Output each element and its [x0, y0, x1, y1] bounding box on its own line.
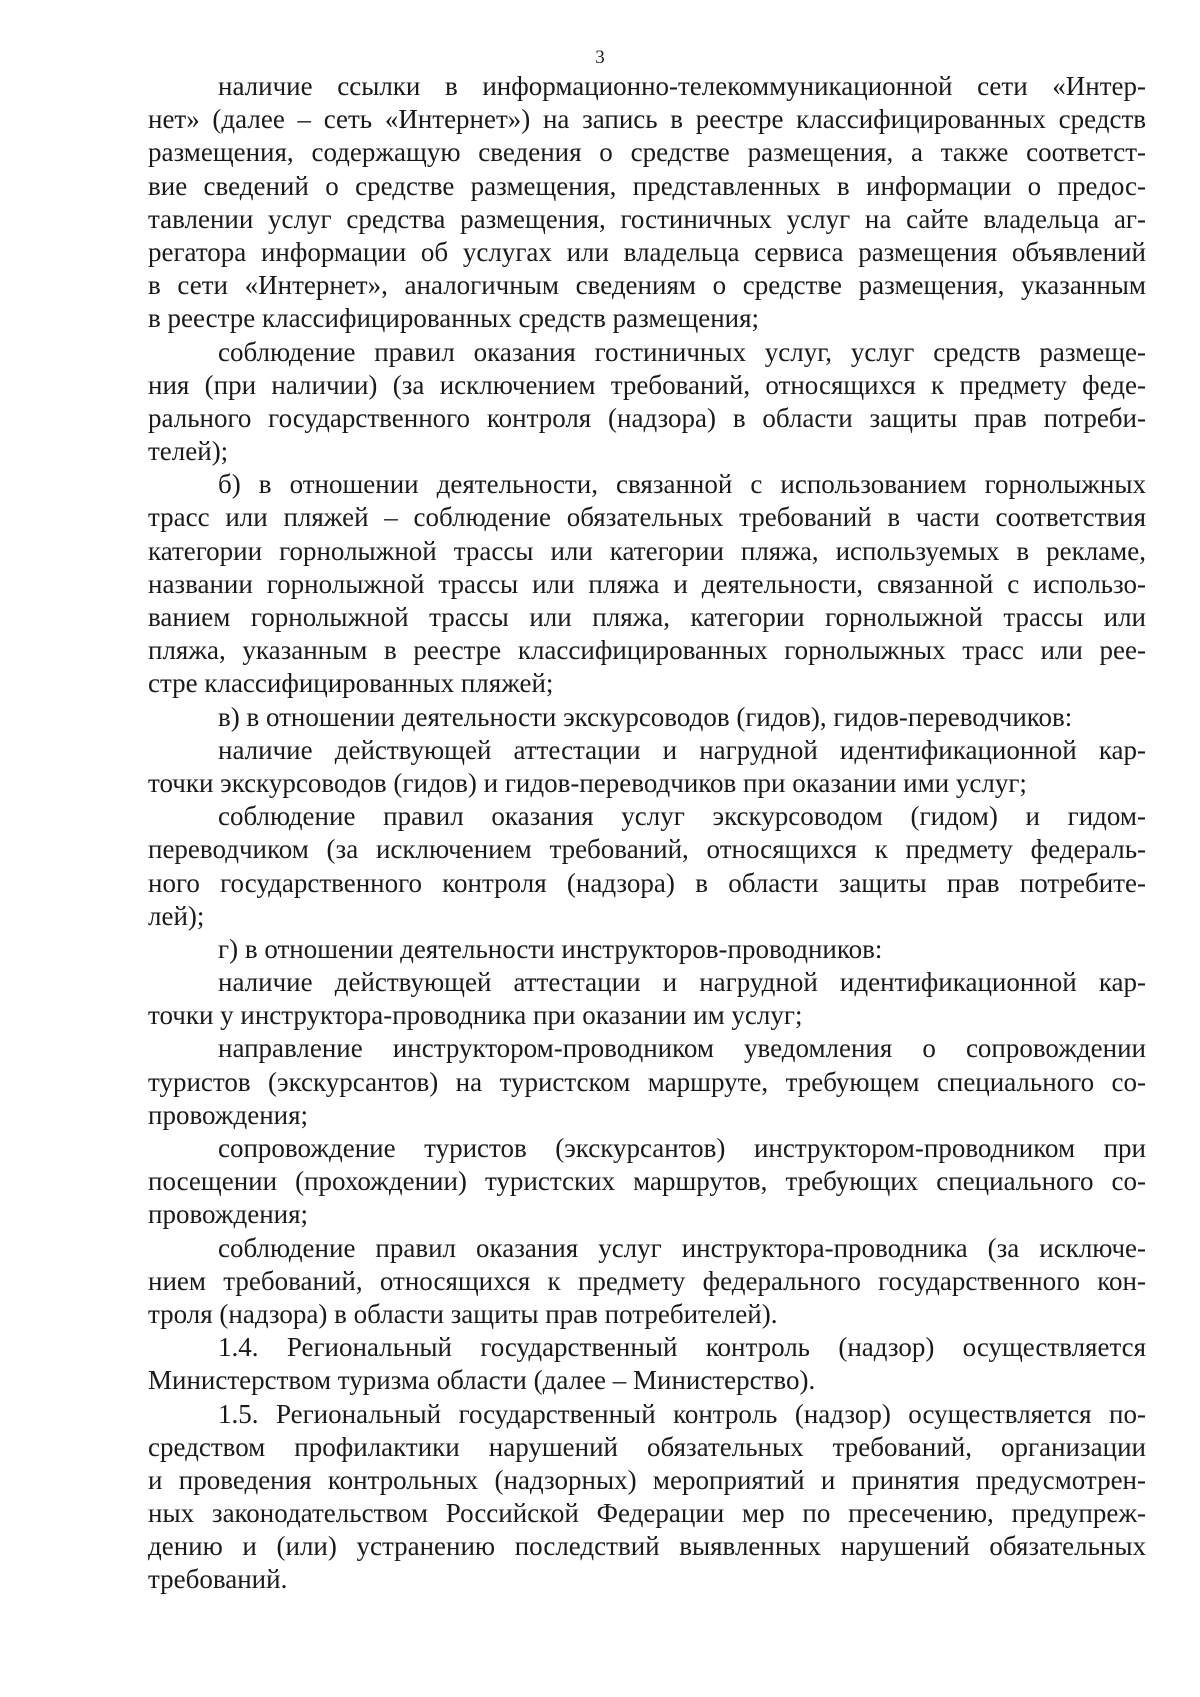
- text-line: точки у инструктора-проводника при оказании им услуг;: [148, 1000, 803, 1031]
- text-line: наличие действующей аттестации и нагрудной идентификационной кар-: [218, 734, 1146, 765]
- text-line: категории горнолыжной трассы или категории пляжа, используемых в рекламе,: [148, 535, 1146, 566]
- text-line: вие сведений о средстве размещения, представленных в информации о предос-: [148, 170, 1146, 201]
- text-line: 1.5. Региональный государственный контроль (надзор) осуществляется по-: [218, 1398, 1146, 1429]
- text-line: ния (при наличии) (за исключением требований, относящихся к предмету феде-: [148, 369, 1146, 400]
- text-line: рального государственного контроля (надзора) в области защиты прав потреби-: [148, 402, 1146, 433]
- text-line: размещения, содержащую сведения о средстве размещения, а также соответст-: [148, 137, 1146, 168]
- text-line: тавлении услуг средства размещения, гостиничных услуг на сайте владельца аг-: [148, 203, 1146, 234]
- text-line: туристов (экскурсантов) на туристском маршруте, требующем специального со-: [148, 1066, 1146, 1097]
- text-line: трасс или пляжей – соблюдение обязательных требований в части соответствия: [148, 502, 1146, 533]
- text-line: в реестре классифицированных средств размещения;: [148, 303, 760, 334]
- text-line: наличие действующей аттестации и нагрудной идентификационной кар-: [218, 967, 1146, 998]
- text-line: средством профилактики нарушений обязательных требований, организации: [148, 1431, 1146, 1462]
- text-line: 1.4. Региональный государственный контроль (надзор) осуществляется: [218, 1332, 1146, 1363]
- text-line: регатора информации об услугах или владельца сервиса размещения объявлений: [148, 236, 1146, 267]
- text-line: названии горнолыжной трассы или пляжа и деятельности, связанной с использо-: [148, 568, 1146, 599]
- paragraph-hotel-rules: [148, 336, 1146, 469]
- paragraph-guide-attestation: [148, 734, 1146, 800]
- paragraph-instructor-escort: [148, 1132, 1146, 1232]
- paragraph-instructor-notification: [148, 1032, 1146, 1132]
- paragraph-item-v-guides: [148, 701, 1146, 734]
- paragraph-1-4: [148, 1331, 1146, 1397]
- text-line: ванием горнолыжной трассы или пляжа, категории горнолыжной трассы или: [148, 602, 1146, 632]
- text-line: троля (надзора) в области защиты прав потребителей).: [148, 1298, 778, 1329]
- paragraph-item-b-ski-beach: [148, 468, 1146, 700]
- text-line: стре классифицированных пляжей;: [148, 668, 554, 699]
- text-line: точки экскурсоводов (гидов) и гидов-переводчиков при оказании ими услуг;: [148, 767, 1027, 798]
- text-line: лей);: [148, 900, 205, 931]
- text-line: провождения;: [148, 1099, 309, 1130]
- text-line: б) в отношении деятельности, связанной с использованием горнолыжных: [218, 469, 1146, 500]
- text-line: г) в отношении деятельности инструкторов-проводников:: [218, 933, 883, 964]
- document-body: [148, 70, 1146, 1597]
- text-line: в сети «Интернет», аналогичным сведениям о средстве размещения, указанным: [148, 270, 1146, 301]
- text-line: соблюдение правил оказания услуг инструктора-проводника (за исключе-: [218, 1232, 1146, 1263]
- text-line: посещении (прохождении) туристских маршрутов, требующих специального со-: [148, 1166, 1146, 1197]
- page-number: 3: [595, 47, 605, 68]
- text-line: Министерством туризма области (далее – Министерство).: [148, 1365, 816, 1396]
- text-line: ных законодательством Российской Федерации мер по пресечению, предупреж-: [148, 1498, 1146, 1529]
- text-line: провождения;: [148, 1199, 309, 1230]
- text-line: нием требований, относящихся к предмету федерального государственного кон-: [148, 1265, 1146, 1296]
- paragraph-item-g-instructors: [148, 933, 1146, 966]
- text-line: ного государственного контроля (надзора) в области защиты прав потребите-: [148, 867, 1146, 898]
- text-line: в) в отношении деятельности экскурсоводов (гидов), гидов-переводчиков:: [218, 701, 1073, 732]
- text-line: требований.: [148, 1564, 288, 1595]
- text-line: пляжа, указанным в реестре классифицированных горнолыжных трасс или рее-: [148, 635, 1146, 666]
- paragraph-1-5: [148, 1398, 1146, 1597]
- paragraph-internet-link: [148, 70, 1146, 336]
- text-line: дению и (или) устранению последствий выявленных нарушений обязательных: [148, 1531, 1146, 1562]
- text-line: и проведения контрольных (надзорных) мероприятий и принятия предусмотрен-: [148, 1464, 1146, 1495]
- text-line: сопровождение туристов (экскурсантов) инструктором-проводником при: [218, 1133, 1146, 1163]
- text-line: соблюдение правил оказания гостиничных услуг, услуг средств размеще-: [218, 336, 1146, 367]
- text-line: нет» (далее – сеть «Интернет») на запись в реестре классифицированных средств: [148, 104, 1146, 135]
- text-line: направление инструктором-проводником уведомления о сопровождении: [218, 1033, 1146, 1064]
- text-line: наличие ссылки в информационно-телекоммуникационной сети «Интер-: [218, 71, 1146, 101]
- text-line: телей);: [148, 436, 229, 467]
- paragraph-guide-rules: [148, 800, 1146, 933]
- paragraph-instructor-rules: [148, 1232, 1146, 1332]
- text-line: переводчиком (за исключением требований, относящихся к предмету федераль-: [148, 834, 1146, 865]
- text-line: соблюдение правил оказания услуг экскурсоводом (гидом) и гидом-: [218, 801, 1146, 832]
- paragraph-instructor-attestation: [148, 966, 1146, 1032]
